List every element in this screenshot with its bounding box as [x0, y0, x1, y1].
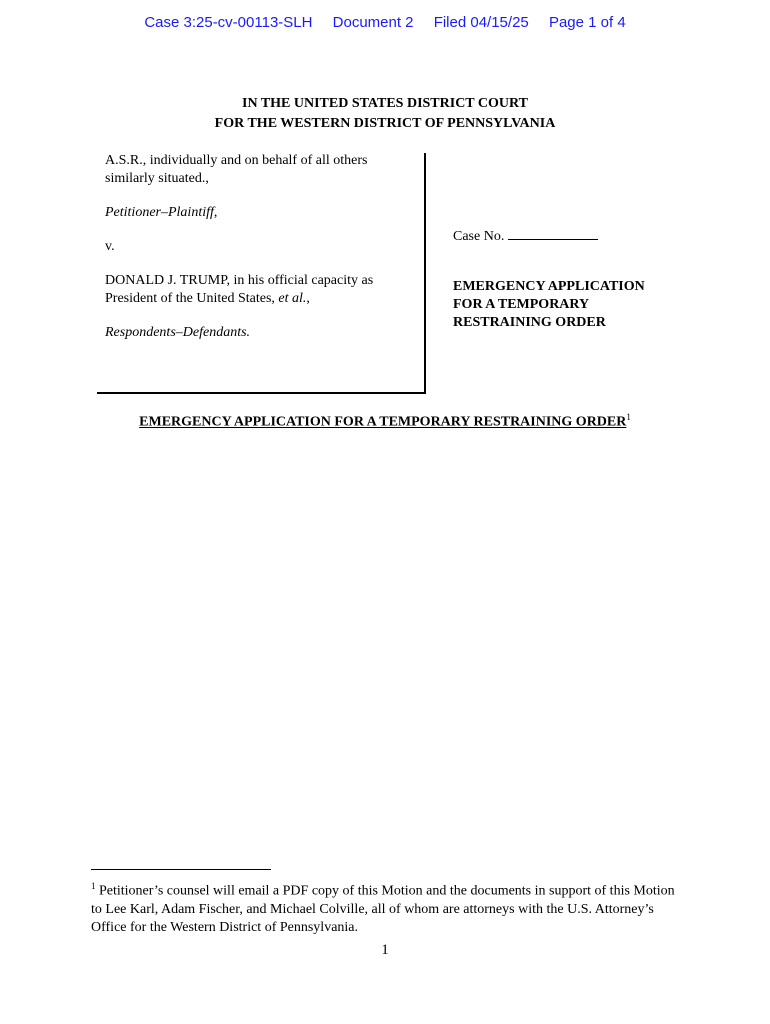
defendant-role: Respondents–Defendants.	[105, 325, 251, 340]
plaintiff-name-line1: A.S.R., individually and on behalf of all others	[105, 153, 368, 168]
caption-title-line3: RESTRAINING ORDER	[453, 315, 606, 330]
caption-document-title	[453, 278, 693, 332]
case-number-field	[453, 225, 598, 245]
versus: v.	[105, 239, 115, 254]
ecf-case-number: Case 3:25-cv-00113-SLH	[144, 14, 313, 31]
footnote-text: Petitioner’s counsel will email a PDF copy of this Motion and the documents in support of this Motion to Lee Karl, Adam Fischer, and Michael Colville, all of whom are attorneys with the U.S. Attorney’s Office for the Western District of Pennsylvania.	[91, 883, 675, 935]
case-number-label: Case No.	[453, 229, 505, 244]
court-heading-line1: IN THE UNITED STATES DISTRICT COURT	[242, 96, 528, 111]
et-al: et al.	[278, 291, 307, 306]
caption-horizontal-divider	[97, 392, 426, 394]
plaintiff-role	[105, 204, 420, 222]
footnote-separator	[91, 869, 271, 870]
document-title	[0, 412, 770, 431]
ecf-filing-header	[0, 14, 770, 31]
defendant-name-line1: DONALD J. TRUMP, in his official capacity as	[105, 273, 374, 288]
footnote-reference: 1	[626, 412, 631, 422]
plaintiff-name-line2: similarly situated.,	[105, 171, 209, 186]
footnote	[91, 877, 681, 937]
case-number-blank	[508, 225, 598, 240]
case-caption-parties	[105, 152, 420, 342]
court-heading	[0, 94, 770, 134]
defendant-title: President of the United States,	[105, 291, 279, 306]
caption-vertical-divider	[424, 153, 426, 394]
ecf-document-number: Document 2	[332, 14, 414, 31]
ecf-filed-date: Filed 04/15/25	[433, 14, 529, 31]
caption-title-line2: FOR A TEMPORARY	[453, 297, 590, 312]
caption-title-line1: EMERGENCY APPLICATION	[453, 279, 645, 294]
document-title-text: EMERGENCY APPLICATION FOR A TEMPORARY RESTRAINING ORDER	[139, 414, 627, 430]
defendant-name-line2	[105, 290, 420, 308]
page-number: 1	[381, 942, 389, 958]
defendant-line2-suffix: ,	[306, 291, 310, 306]
plaintiff-role-text: Petitioner–Plaintiff	[105, 205, 214, 220]
court-heading-line2: FOR THE WESTERN DISTRICT OF PENNSYLVANIA	[214, 116, 556, 131]
plaintiff-role-suffix: ,	[213, 205, 218, 220]
footnote-marker: 1	[91, 881, 96, 891]
ecf-page-count: Page 1 of 4	[548, 14, 626, 31]
